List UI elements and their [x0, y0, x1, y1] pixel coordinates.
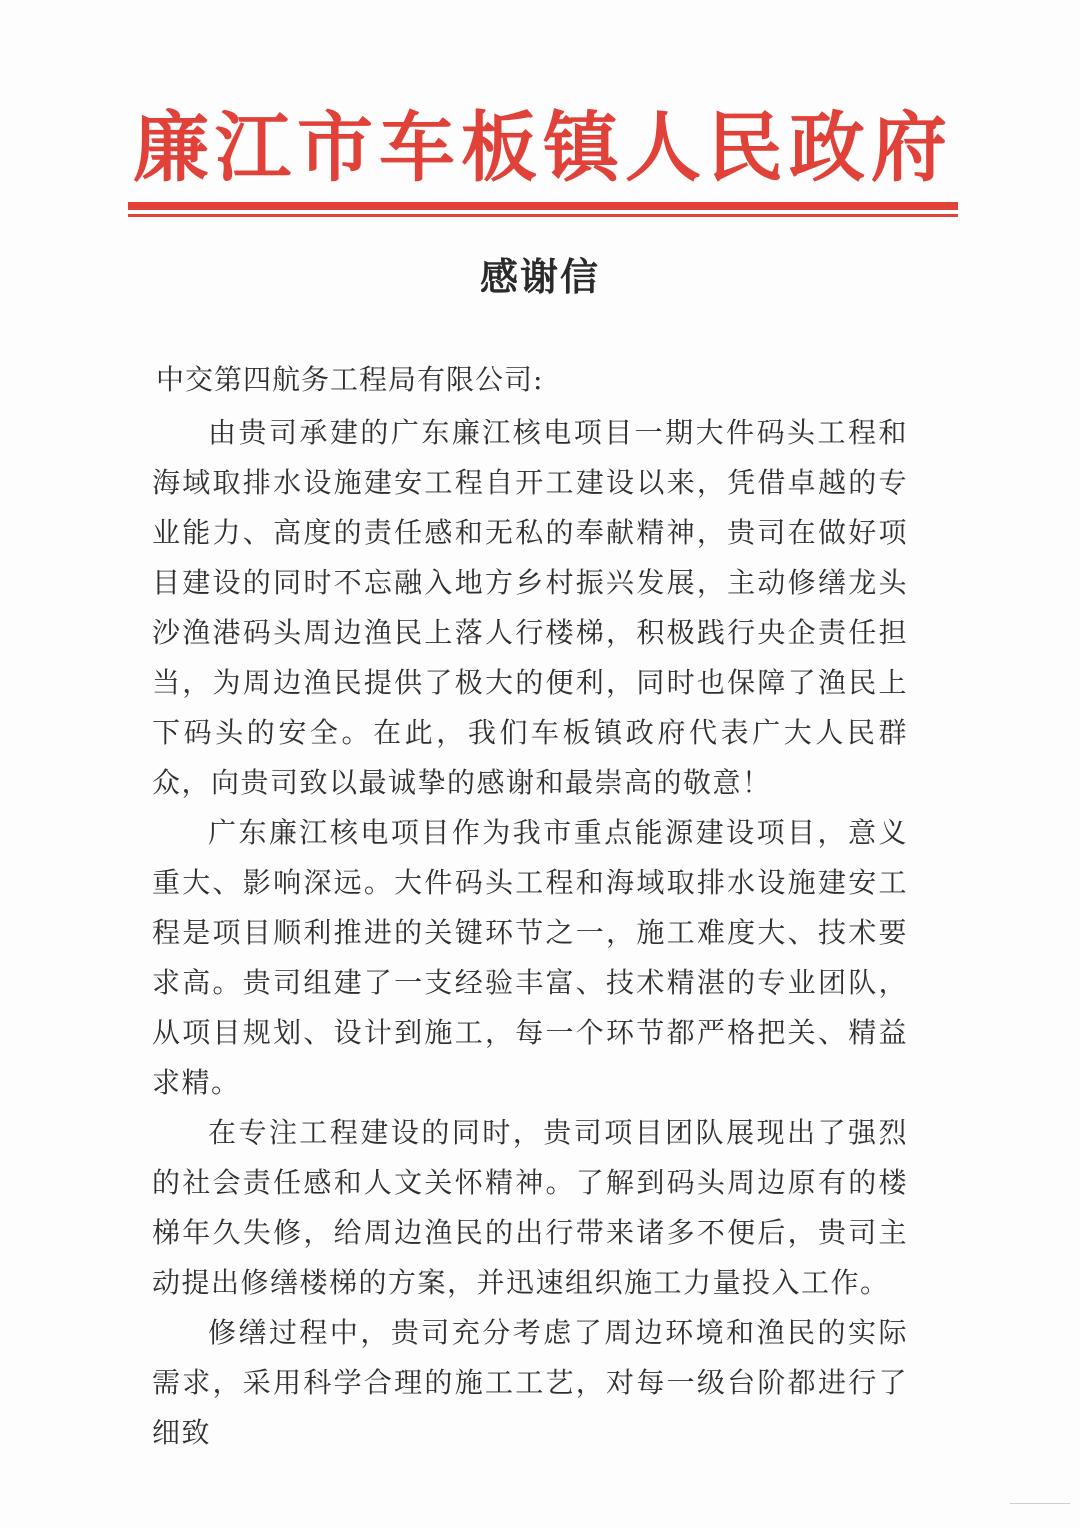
paragraph-4: 修缮过程中，贵司充分考虑了周边环境和渔民的实际需求，采用科学合理的施工工艺，对每一级台阶都进行了细致	[152, 1316, 908, 1449]
paragraph-2: 广东廉江核电项目作为我市重点能源建设项目，意义重大、影响深远。大件码头工程和海域取排水设施建安工程是项目顺利推进的关键环节之一，施工难度大、技术要求高。贵司组建了一支经验丰富、技术精湛的专业团队，从项目规划、设计到施工，每一个环节都严格把关、精益求精。	[152, 816, 908, 1099]
letter-body	[152, 408, 908, 1458]
letterhead-issuer: 廉江市车板镇人民政府	[133, 103, 953, 192]
paragraph-1: 由贵司承建的广东廉江核电项目一期大件码头工程和海域取排水设施建安工程自开工建设以来，凭借卓越的专业能力、高度的责任感和无私的奉献精神，贵司在做好项目建设的同时不忘融入地方乡村振兴发展，主动修缮龙头沙渔港码头周边渔民上落人行楼梯，积极践行央企责任担当，为周边渔民提供了极大的便利，同时也保障了渔民上下码头的安全。在此，我们车板镇政府代表广大人民群众，向贵司致以最诚挚的感谢和最崇高的敬意！	[152, 416, 908, 799]
letterhead-rule-thick	[128, 202, 958, 210]
salutation: 中交第四航务工程局有限公司:	[156, 363, 544, 396]
letterhead-rule-thin	[128, 214, 958, 217]
document-title: 感谢信	[479, 254, 600, 299]
paragraph-3: 在专注工程建设的同时，贵司项目团队展现出了强烈的社会责任感和人文关怀精神。了解到码头周边原有的楼梯年久失修，给周边渔民的出行带来诸多不便后，贵司主动提出修缮楼梯的方案，并迅速组织施工力量投入工作。	[152, 1116, 908, 1299]
scan-edge-mark	[1010, 1503, 1070, 1514]
